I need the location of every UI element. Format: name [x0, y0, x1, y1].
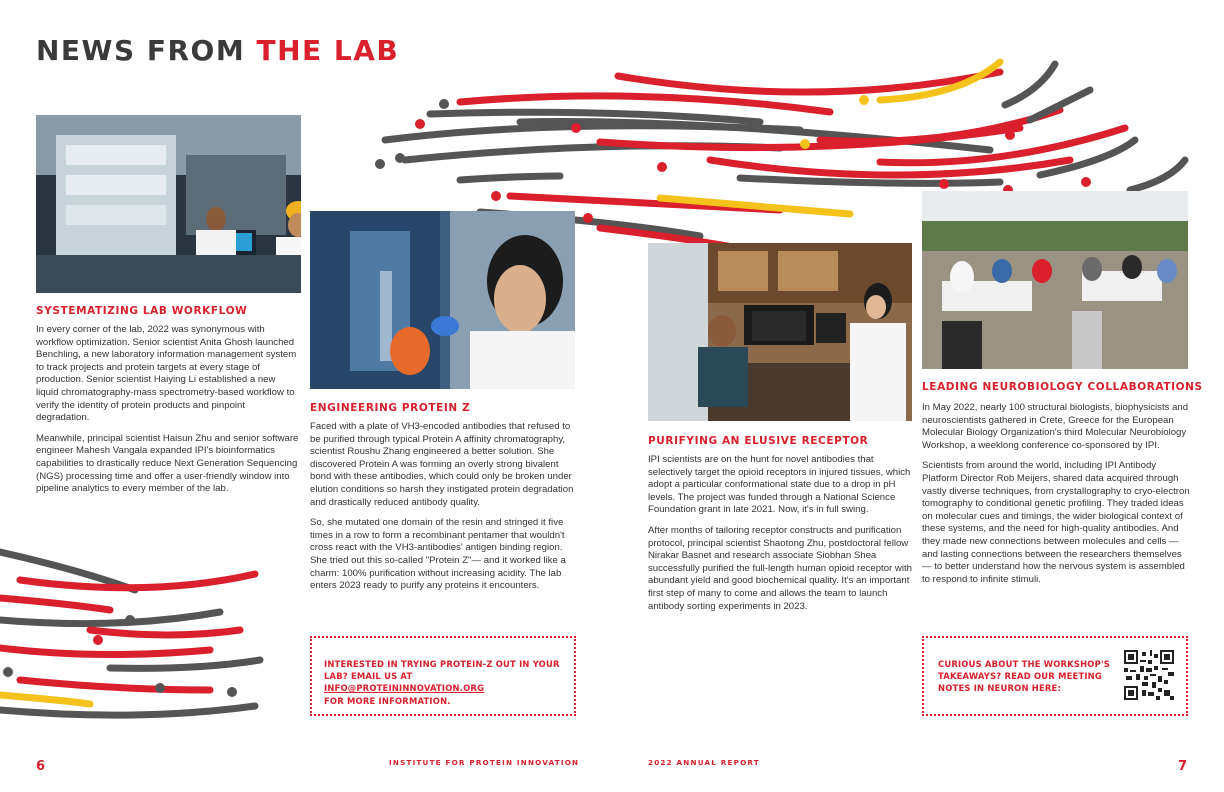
qr-code[interactable]	[1124, 650, 1174, 700]
paragraph: Faced with a plate of VH3-encoded antibodies that refused to be purified through typical Protein A affinity chromatography, scientist Roushu Zhang engineered a better solution. She discovered Protein A was forming an overly strong bivalent bond with these antibodies, which could only be broken under elution conditions so harsh they instigated protein degradation and drastically reduced antibody quality.	[310, 421, 574, 508]
paragraph: In every corner of the lab, 2022 was synonymous with workflow optimization. Senior scientist Anita Ghosh launched Benchling, a new laboratory information management system to track projects and protein targets at every stage of production. Senior scientist Haiying Li established a new liquid chromatography-mass spectrometry-based workflow to verify the identity of protein products and pinpoint degradation.	[36, 324, 297, 424]
photo-protein-z-scientist	[310, 211, 575, 389]
section-protein-z-body	[310, 421, 576, 601]
email-link[interactable]: INFO@PROTEININNOVATION.ORG	[324, 683, 485, 694]
paragraph: IPI scientists are on the hunt for novel antibodies that selectively target the opioid receptors in injured tissues, which adopt a particular conformational state due to a drop in pH levels. The project was funded through a National Science Foundation grant in late 2021. Now, it's in full swing.	[648, 454, 911, 516]
callout-line: NOTES IN NEURON HERE:	[938, 683, 1062, 694]
callout-line: INTERESTED IN TRYING PROTEIN-Z OUT IN YOUR	[324, 659, 560, 669]
callout-line	[324, 670, 574, 694]
callout-line: TAKEAWAYS? READ OUR MEETING	[938, 671, 1102, 682]
section-receptor-body	[648, 454, 914, 621]
callout-line: FOR MORE INFORMATION.	[324, 695, 451, 706]
paragraph: In May 2022, nearly 100 structural biologists, biophysicists and neuroscientists gathered in Crete, Greece for the European Molecular Biology Organization's third Molecular Neurobiology Workshop, a weeklong conference co-sponsored by IPI.	[922, 402, 1189, 451]
footer-annual-report: 2022 ANNUAL REPORT	[648, 758, 760, 767]
page-title-accent: THE LAB	[256, 34, 400, 67]
heading-systematizing-workflow: SYSTEMATIZING LAB WORKFLOW	[36, 305, 248, 317]
page-number-right: 7	[1178, 759, 1188, 774]
page-number-left: 6	[36, 759, 46, 774]
heading-purifying-receptor: PURIFYING AN ELUSIVE RECEPTOR	[648, 435, 869, 447]
paragraph: Scientists from around the world, including IPI Antibody Platform Director Rob Meijers, shared data acquired through vastly diverse techniques, from crystallography to cryo-electron tomography to conditional genetic profiling. They traded ideas on molecular cues and timings, the wider biological context of these systems, and the need for high-quality antibodies. And they made new connections between molecules and cells — and lasting connections between the researchers themselves — to better understand how the nervous system is assembled to respond to infinite stimuli.	[922, 460, 1190, 585]
paragraph: So, she mutated one domain of the resin and stringed it five times in a row to form a recombinant pentamer that wouldn't cross react with the VH3-antibodies' antigen binding region. She tried out this so-called "Protein Z"— and it worked like a charm: 100% purification without increasing acidity. The lab enters 2023 ready to purify any proteins it encounters.	[310, 517, 566, 592]
page-title	[36, 34, 399, 67]
photo-receptor-lab	[648, 243, 912, 421]
callout-line: CURIOUS ABOUT THE WORKSHOP'S	[938, 659, 1110, 669]
heading-engineering-protein-z: ENGINEERING PROTEIN Z	[310, 402, 471, 414]
heading-neurobiology-collaborations: LEADING NEUROBIOLOGY COLLABORATIONS	[922, 381, 1203, 393]
photo-neurobiology-conference	[922, 191, 1188, 369]
photo-lab-workflow	[36, 115, 301, 293]
section-workflow-body	[36, 324, 300, 504]
paragraph: After months of tailoring receptor constructs and purification protocol, principal scientist Shaotong Zhu, postdoctoral fellow Nirakar Basnet and research associate Siobhan Shea successfully purified the full-length human opioid receptor with abundant yield and good biochemical quality. It's an important first step of many to come and allows the team to launch antibody sorting experiments in 2023.	[648, 524, 912, 612]
callout-text: LAB? EMAIL US AT	[324, 671, 413, 682]
section-neurobiology-body	[922, 402, 1190, 594]
protein-z-callout	[310, 636, 576, 716]
paragraph: Meanwhile, principal scientist Haisun Zhu and senior software engineer Mahesh Vangala expanded IPI's bioinformatics capabilities to drastically reduce Next Generation Sequencing (NGS) processing time and offer a user-friendly window into pipeline analytics to every member of the lab.	[36, 432, 299, 495]
page-title-part1: NEWS FROM	[36, 34, 246, 67]
footer-institute: INSTITUTE FOR PROTEIN INNOVATION	[389, 758, 580, 767]
